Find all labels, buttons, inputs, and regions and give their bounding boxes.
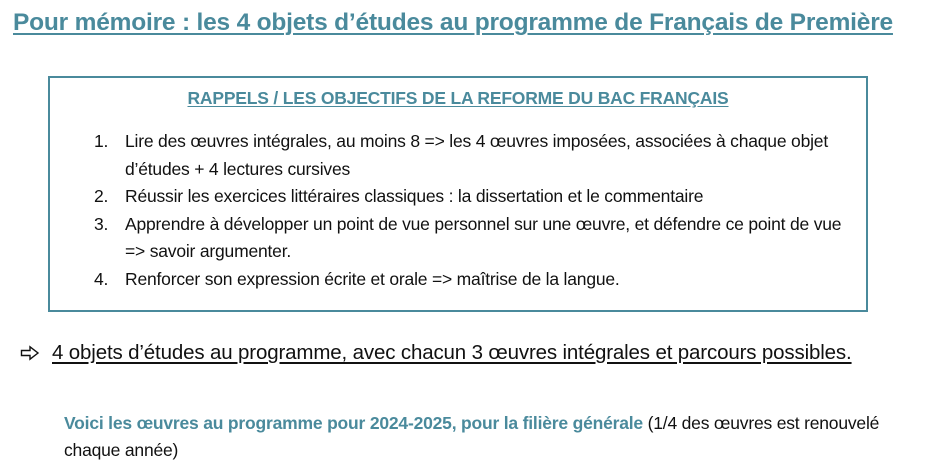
works-intro-highlight: Voici les œuvres au programme pour 2024-2025, pour la filière générale (64, 413, 643, 433)
list-item-text: Lire des œuvres intégrales, au moins 8 => les 4 œuvres imposées, associées à chaque objet d’études + 4 lectures cursives (125, 131, 828, 179)
works-intro-paragraph (64, 410, 884, 464)
list-item (50, 266, 868, 294)
list-item-text: Réussir les exercices littéraires classiques : la dissertation et le commentaire (125, 186, 704, 206)
list-item (50, 128, 868, 183)
box-heading: RAPPELS / LES OBJECTIFS DE LA REFORME DU BAC FRANÇAIS (187, 88, 729, 108)
works-intro-note: (1/4 des œuvres est renouvelé chaque année) (64, 413, 880, 460)
list-item (50, 211, 868, 266)
list-item (50, 183, 868, 211)
list-item-text: Apprendre à développer un point de vue personnel sur une œuvre, et défendre ce point de vue => savoir argumenter. (125, 213, 842, 261)
programme-summary-text: 4 objets d’études au programme, avec chacun 3 œuvres intégrales et parcours possibles. (52, 341, 852, 364)
reminder-box (48, 76, 868, 312)
page-title: Pour mémoire : les 4 objets d’études au programme de Français de Première (13, 9, 893, 36)
objectives-list (50, 128, 868, 293)
list-item-number: 2. (94, 186, 109, 206)
list-item-text: Renforcer son expression écrite et orale => maîtrise de la langue. (125, 268, 620, 289)
list-item-number: 3. (94, 213, 109, 234)
list-item-number: 1. (94, 131, 109, 151)
outlined-right-arrow-icon (20, 345, 40, 361)
list-item-number: 4. (94, 268, 109, 289)
